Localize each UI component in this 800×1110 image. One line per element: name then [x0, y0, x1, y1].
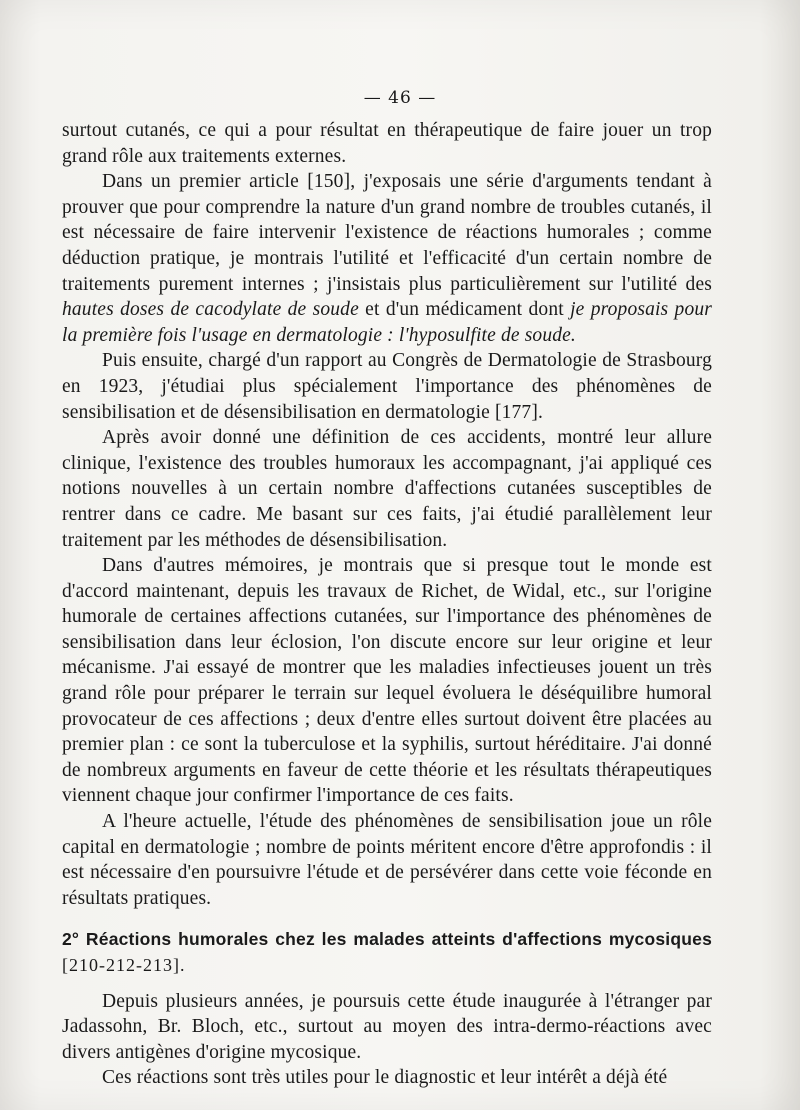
paragraph-text: Dans un premier article [150], j'exposais une série d'arguments tendant à prouver que pour comprendre la nature d'un grand nombre de troubles cutanés, il est nécessaire de faire intervenir l'existence de réactions humorales ; comme déduction pratique, je montrais l'utilité et l'efficacité d'un certain nombre de traitements purement internes ; j'insistais plus particulièrement sur l'utilité des — [62, 171, 712, 295]
paragraph — [62, 169, 712, 348]
paragraph: Depuis plusieurs années, je poursuis cette étude inaugurée à l'étranger par Jadassohn, Br. Bloch, etc., surtout au moyen des intra-dermo-réactions avec divers antigènes d'origine mycosique. — [62, 990, 712, 1063]
italic-phrase: je proposais pour la première fois l'usage en dermatologie : l'hyposulfite de soude. — [62, 299, 712, 346]
paragraph: Après avoir donné une définition de ces accidents, montré leur allure clinique, l'existence des troubles humoraux les accompagnant, j'ai appliqué ces notions nouvelles à un certain nombre d'affections cutanées susceptibles de rentrer dans ce cadre. Me basant sur ces faits, j'ai étudié parallèlement leur traitement par les méthodes de désensibilisation. — [62, 427, 712, 551]
section-heading — [62, 927, 712, 978]
section-title: Réactions humorales chez les malades atteints d'affections mycosiques — [85, 929, 713, 950]
section-refs: [210-212-213]. — [62, 955, 186, 975]
paragraph-text: et d'un médicament dont — [365, 299, 564, 321]
page-number: — 46 — — [363, 88, 437, 108]
paragraph: Ces réactions sont très utiles pour le diagnostic et leur intérêt a déjà été — [102, 1067, 668, 1089]
body-text — [62, 118, 712, 1091]
paragraph: surtout cutanés, ce qui a pour résultat en thérapeutique de faire jouer un trop grand rôle aux traitements externes. — [62, 120, 712, 167]
paragraph: Puis ensuite, chargé d'un rapport au Congrès de Dermatologie de Strasbourg en 1923, j'étudiai plus spécialement l'importance des phénomènes de sensibilisation et de désensibilisation en dermatologie [177]. — [62, 350, 712, 423]
paragraph: A l'heure actuelle, l'étude des phénomènes de sensibilisation joue un rôle capital en dermatologie ; nombre de points méritent encore d'être approfondis : il est nécessaire d'en poursuivre l'étude et de persévérer dans cette voie féconde en résultats pratiques. — [62, 811, 712, 909]
italic-phrase: hautes doses de cacodylate de soude — [62, 299, 359, 321]
section-number: 2° — [62, 929, 80, 950]
paragraph: Dans d'autres mémoires, je montrais que si presque tout le monde est d'accord maintenant, depuis les travaux de Richet, de Widal, etc., sur l'origine humorale de certaines affections cutanées, sur l'importance des phénomènes de sensibilisation dans leur éclosion, l'on discute encore sur leur origine et leur mécanisme. J'ai essayé de montrer que les maladies infectieuses jouent un très grand rôle pour préparer le terrain sur lequel évoluera le déséquilibre humoral provocateur de ces affections ; deux d'entre elles surtout doivent être placées au premier plan : ce sont la tuberculose et la syphilis, surtout héréditaire. J'ai donné de nombreux arguments en faveur de cette théorie et les résultats thérapeutiques viennent chaque jour confirmer l'importance de ces faits. — [62, 555, 712, 807]
